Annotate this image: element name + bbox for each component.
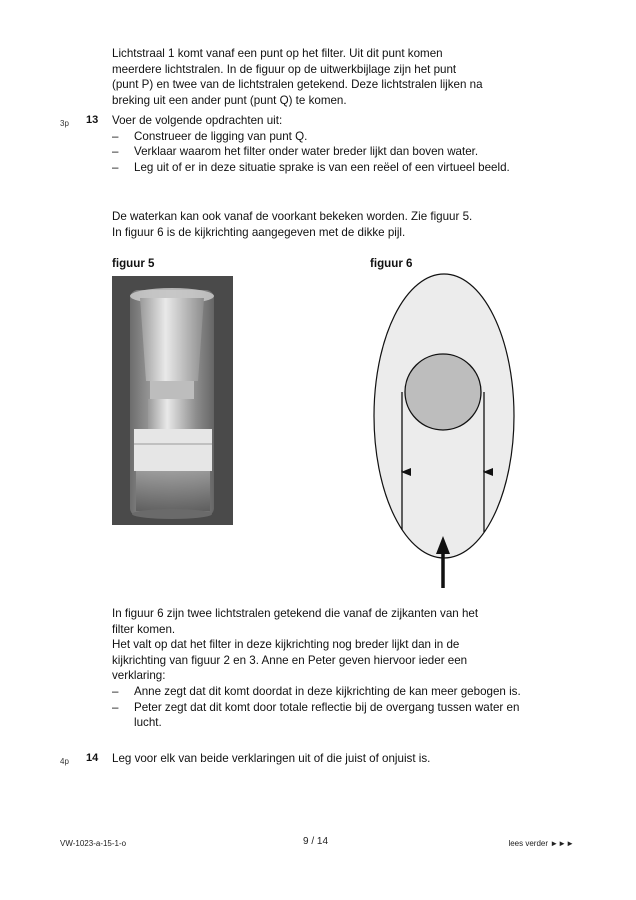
q13-points: 3p [60, 119, 69, 128]
q14-prompt: Leg voor elk van beide verklaringen uit of die juist of onjuist is. [112, 752, 431, 765]
q14-points: 4p [60, 757, 69, 766]
explanation-line: kijkrichting van figuur 2 en 3. Anne en Peter geven hiervoor ieder een [112, 653, 468, 667]
q13-task-list [112, 129, 552, 176]
footer-page-number: 9 / 14 [303, 836, 329, 847]
footer-exam-code: VW-1023-a-15-1-o [60, 839, 127, 848]
explanation-line: verklaring: [112, 669, 166, 683]
intro-line: meerdere lichtstralen. In de figuur op de uitwerkbijlage zijn het punt [112, 62, 457, 76]
explanations-list [112, 684, 552, 731]
q13-block [112, 113, 552, 175]
explanation-line: filter komen. [112, 622, 176, 636]
footer-continue: lees verder ►►► [508, 839, 574, 848]
explanation-line: In figuur 6 zijn twee lichtstralen getekend die vanaf de zijkanten van het [112, 607, 479, 620]
figure-5-photo [112, 276, 233, 525]
explanation-anne: – Anne zegt dat dit komt doordat in deze kijkrichting de kan meer gebogen is. [112, 684, 524, 700]
viewing-line: De waterkan kan ook vanaf de voorkant bekeken worden. Zie figuur 5. [112, 210, 473, 223]
figure-6-diagram [370, 272, 520, 592]
intro-line: (punt P) en twee van de lichtstralen getekend. Deze lichtstralen lijken na [112, 78, 483, 92]
q13-prompt: Voer de volgende opdrachten uit: [112, 114, 283, 127]
figure-5-label: figuur 5 [112, 257, 155, 270]
explanation-peter: – Peter zegt dat dit komt door totale reflectie bij de overgang tussen water en lucht. [112, 700, 544, 731]
intro-line: Lichtstraal 1 komt vanaf een punt op het filter. Uit dit punt komen [112, 47, 443, 60]
q14-block [112, 751, 552, 767]
q13-task: – Leg uit of er in deze situatie sprake is van een reëel of een virtueel beeld. [112, 160, 534, 176]
intro-line: breking uit een ander punt (punt Q) te komen. [112, 93, 347, 107]
filter-cross-section [405, 354, 481, 430]
intro-paragraph [112, 46, 552, 108]
q13-task: – Construeer de ligging van punt Q. [112, 129, 552, 145]
water-jug-filter-image [112, 276, 233, 525]
viewing-line: In figuur 6 is de kijkrichting aangegeven met de dikke pijl. [112, 225, 406, 239]
explanation-line: Het valt op dat het filter in deze kijkrichting nog breder lijkt dan in de [112, 638, 460, 652]
q14-number: 14 [86, 752, 99, 764]
viewing-paragraph [112, 209, 552, 240]
explanation-paragraph [112, 606, 552, 731]
q13-task: – Verklaar waarom het filter onder water breder lijkt dan boven water. [112, 144, 552, 160]
q13-number: 13 [86, 114, 99, 126]
figure-6-label: figuur 6 [370, 257, 413, 270]
